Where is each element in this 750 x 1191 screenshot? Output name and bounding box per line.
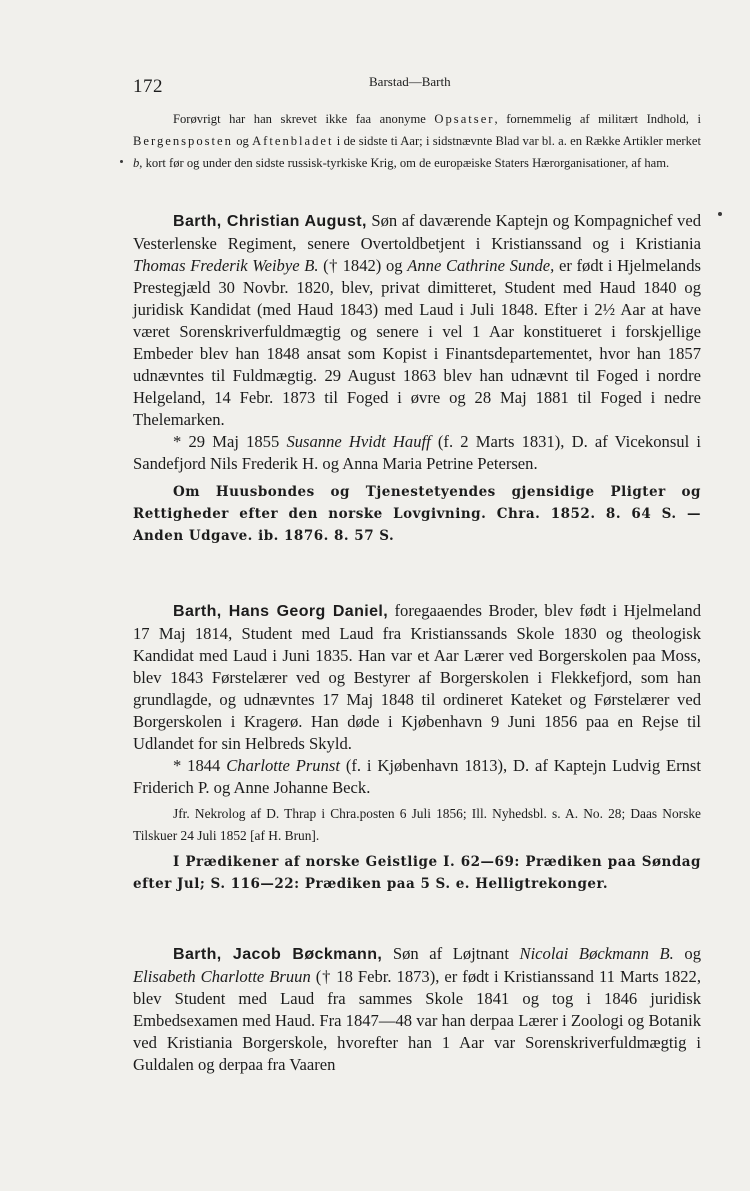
entry-text: Søn af daværende Kaptejn og Kompagnichef ved Vesterlenske Regiment, senere Overtoldbetjent i Kristianssand og i Kristiania <box>133 211 701 253</box>
intro-text: , kort før og under den sidste russisk-tyrkiske Krig, om de europæiske Staters Hærorganisationer, af ham. <box>139 156 670 170</box>
entry-text: († 18 Febr. 1873), er født i Kristianssand 11 Marts 1822, blev Student med Laud fra sammes Skole 1841 og tog i 1846 juridisk Embedsexamen med Haud. Fra 1847—48 var han derpaa Lærer i Zoologi og Botanik ved Kristiania Borgerskole, hvorefter han 1 Aar var Sorenskriverfuldmægtig i Guldalen og derpaa fra Vaaren <box>133 967 701 1074</box>
marriage-line <box>133 431 701 475</box>
running-title: Barstad—Barth <box>369 74 451 89</box>
entry-text: foregaaendes Broder, blev født i Hjelmeland 17 Maj 1814, Student med Laud fra Kristianssands Skole 1830 og theologisk Kandidat med Laud i Juni 1835. Han var et Aar Lærer ved Borgerskolen paa Moss, blev 1843 Førstelærer ved og Bestyrer af Borgerskolen i Flekkefjord, som han grundlagde, og udnævntes 17 Maj 1848 til ordineret Kateket og Førstelærer ved Borgerskolen i Kragerø. Han døde i Kjøbenhavn 9 Juni 1856 paa en Rejse til Udlandet for sin Helbreds Skyld. <box>133 601 701 753</box>
intro-text: og <box>232 134 253 148</box>
marriage-text: (f. i Kjøbenhavn 1813), D. af Kaptejn Ludvig Ernst Friderich P. og Anne Johanne Beck. <box>133 756 701 797</box>
intro-paragraph <box>133 108 701 174</box>
marriage-text: * 1844 <box>173 756 227 775</box>
wife-name: Charlotte Prunst <box>226 756 340 775</box>
entry-text: og <box>673 944 701 963</box>
intro-text: , fornemmelig af militært Indhold, i <box>494 112 702 126</box>
entry-jacob-bockmann <box>133 943 701 1076</box>
mother-name: Anne Cathrine Sunde, <box>407 256 555 275</box>
intro-spaced-word: Opsatser <box>434 112 495 126</box>
page-header <box>133 74 703 98</box>
entry-name: Barth, Jacob Bøckmann, <box>173 946 383 963</box>
signature-letter: b <box>133 156 140 170</box>
father-name: Thomas Frederik Weibye B. <box>133 256 319 275</box>
references: Jfr. Nekrolog af D. Thrap i Chra.posten 6 Juli 1856; Ill. Nyhedsbl. s. A. No. 28; Daas Norske Tilskuer 24 Juli 1852 [af H. Brun]. <box>133 806 701 843</box>
page-number: 172 <box>133 76 163 97</box>
entry-text: Søn af Løjtnant <box>382 944 520 963</box>
entry-hans-georg-daniel <box>133 600 701 895</box>
entry-biography <box>133 210 701 431</box>
intro-text: Forøvrigt har han skrevet ikke faa anonyme <box>173 112 435 126</box>
marriage-text: (f. 2 Marts 1831), D. af Vicekonsul i Sandefjord Nils Frederik H. og Anna Maria Petrine Petersen. <box>133 432 701 473</box>
entry-name: Barth, Christian August, <box>173 213 367 230</box>
newspaper-title: Bergensposten <box>133 134 233 148</box>
newspaper-title: Aftenbladet <box>252 134 334 148</box>
mother-name: Elisabeth Charlotte Bruun <box>133 967 311 986</box>
ink-speck <box>120 160 123 163</box>
marriage-line <box>133 755 701 799</box>
entry-biography <box>133 600 701 755</box>
father-name: Nicolai Bøckmann B. <box>519 944 674 963</box>
entry-christian-august <box>133 210 701 547</box>
entry-text: († 1842) og <box>318 256 408 275</box>
entry-text: er født i Hjelmelands Prestegjæld 30 Novbr. 1820, blev, privat dimitteret, Student med Haud 1840 og juridisk Kandidat (med Haud 1843) med Laud i Juli 1848. Efter i 2½ Aar at have været Sorenskriverfuldmægtig og senere i vel 1 Aar konstitueret i forskjellige Embeder blev han 1848 ansat som Kopist i Finantsdepartementet, hvor han 1857 udnævntes til Fuldmægtig. 29 August 1863 blev han udnævnt til Foged i nordre Helgeland, 14 Febr. 1873 til Foged i øvre og 28 Maj 1881 til Foged i nedre Thelemarken. <box>133 256 701 429</box>
entry-biography <box>133 943 701 1076</box>
works-list: I Prædikener af norske Geistlige I. 62—69: Prædiken paa Søndag efter Jul; S. 116—22: Prædiken paa 5 S. e. Helligtrekonger. <box>133 854 701 892</box>
works-list: Om Huusbondes og Tjenestetyendes gjensidige Pligter og Rettigheder efter den norske Lovgivning. Chra. 1852. 8. 64 S. — Anden Udgave. ib. 1876. 8. 57 S. <box>133 484 701 544</box>
ink-speck <box>718 212 722 216</box>
wife-name: Susanne Hvidt Hauff <box>286 432 431 451</box>
marriage-text: * 29 Maj 1855 <box>173 432 287 451</box>
entry-name: Barth, Hans Georg Daniel, <box>173 603 389 620</box>
intro-text: i de sidste ti Aar; i sidstnævnte Blad var bl. a. en Række Artikler merket <box>333 134 701 148</box>
